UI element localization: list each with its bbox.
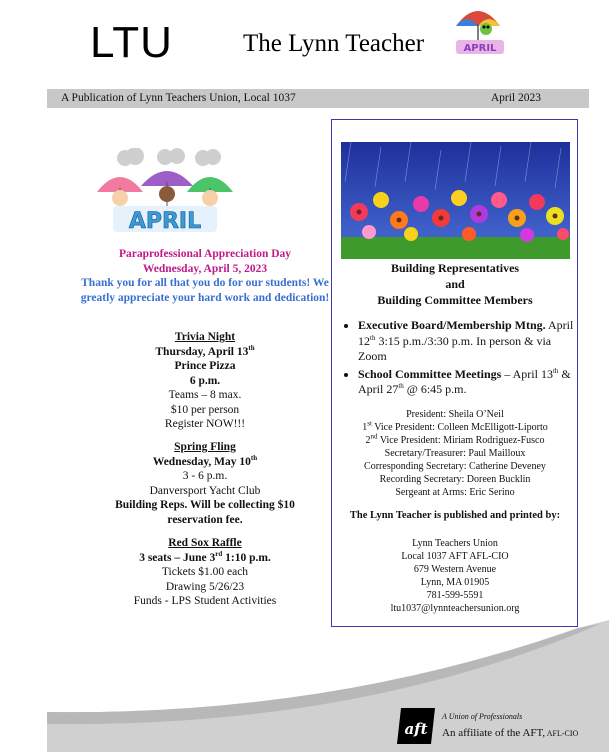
- para-day-section: [60, 247, 350, 305]
- union-address: Lynn Teachers Union Local 1037 AFT AFL-CIO 679 Western Avenue Lynn, MA 01905 781-599-5591 ltu1037@lynnteachersunion.org: [332, 537, 578, 615]
- recording-line: Recording Secretary: Doreen Bucklin: [379, 474, 531, 485]
- school-committee-item: • School Committee Meetings – April 13th & April 27th @ 6:45 p.m.: [358, 367, 574, 398]
- president-line: President: Sheila O’Neil: [406, 409, 504, 420]
- header-badge-word: APRIL: [463, 43, 497, 54]
- april-umbrella-art: [95, 148, 235, 238]
- publication-line: A Publication of Lynn Teachers Union, Local 1037: [61, 92, 296, 104]
- ltu-logo-text: LTU: [90, 18, 173, 67]
- fling-section: [60, 440, 350, 527]
- corresponding-line: Corresponding Secretary: Catherine Deveney: [364, 461, 546, 472]
- raffle-seats: 3 seats – June 3rd 1:10 p.m.: [139, 549, 271, 564]
- raffle-tickets: Tickets $1.00 each: [161, 566, 249, 578]
- trivia-time: 6 p.m.: [189, 374, 221, 387]
- fling-note: Building Reps. Will be collecting $10 reservation fee.: [115, 499, 295, 526]
- trivia-heading: Trivia Night: [174, 331, 236, 343]
- trivia-date: Thursday, April 13th: [155, 343, 255, 358]
- officers-list: [332, 408, 578, 499]
- trivia-teams: Teams – 8 max.: [168, 389, 242, 401]
- trivia-price: $10 per person: [170, 403, 240, 416]
- aft-affiliate: An affiliate of the AFT, AFL-CIO: [442, 727, 579, 739]
- building-reps-heading: Building Representatives and Building Committee Members: [377, 261, 533, 307]
- trivia-place: Prince Pizza: [174, 360, 236, 372]
- publication-banner: [47, 89, 589, 108]
- union-email[interactable]: ltu1037@lynnteachersunion.org: [390, 603, 520, 614]
- raffle-funds: Funds - LPS Student Activities: [133, 595, 277, 607]
- fling-time: 3 - 6 p.m.: [182, 470, 228, 482]
- fling-heading: Spring Fling: [174, 441, 236, 453]
- issue-date: April 2023: [490, 92, 541, 104]
- published-by: The Lynn Teacher is published and printed by:: [349, 510, 561, 521]
- treasurer-line: Secretary/Treasurer: Paul Mailloux: [384, 448, 526, 459]
- flowers-rain-image: [341, 142, 570, 259]
- meetings-list: [336, 318, 574, 400]
- fling-date: Wednesday, May 10th: [152, 453, 258, 468]
- vp2-line: 2nd Vice President: Miriam Rodriguez-Fusco: [365, 432, 545, 446]
- umbrella-frog-icon: [448, 2, 508, 57]
- fling-place: Danversport Yacht Club: [149, 484, 261, 497]
- trivia-section: [60, 330, 350, 432]
- left-art-word: APRIL: [128, 209, 202, 234]
- exec-board-item: • Executive Board/Membership Mtng. April 12th 3:15 p.m./3:30 p.m. In person & via Zoom: [358, 318, 574, 365]
- para-day-title: Paraprofessional Appreciation Day: [118, 248, 292, 260]
- raffle-heading: Red Sox Raffle: [168, 537, 242, 549]
- aft-logo-text: aft: [404, 720, 428, 738]
- union-professionals: A Union of Professionals: [442, 712, 523, 721]
- newsletter-title: The Lynn Teacher: [243, 30, 425, 57]
- sergeant-line: Sergeant at Arms: Eric Serino: [395, 487, 515, 498]
- para-day-date: Wednesday, April 5, 2023: [142, 262, 268, 275]
- trivia-register: Register NOW!!!: [164, 418, 246, 430]
- vp1-line: 1st Vice President: Colleen McElligott-Liporto: [362, 419, 548, 433]
- aft-logo-icon: [395, 706, 437, 746]
- raffle-section: [60, 536, 350, 609]
- raffle-drawing: Drawing 5/26/23: [165, 580, 245, 593]
- para-day-message: Thank you for all that you do for our students! We greatly appreciate your hard work and dedication!: [80, 277, 330, 304]
